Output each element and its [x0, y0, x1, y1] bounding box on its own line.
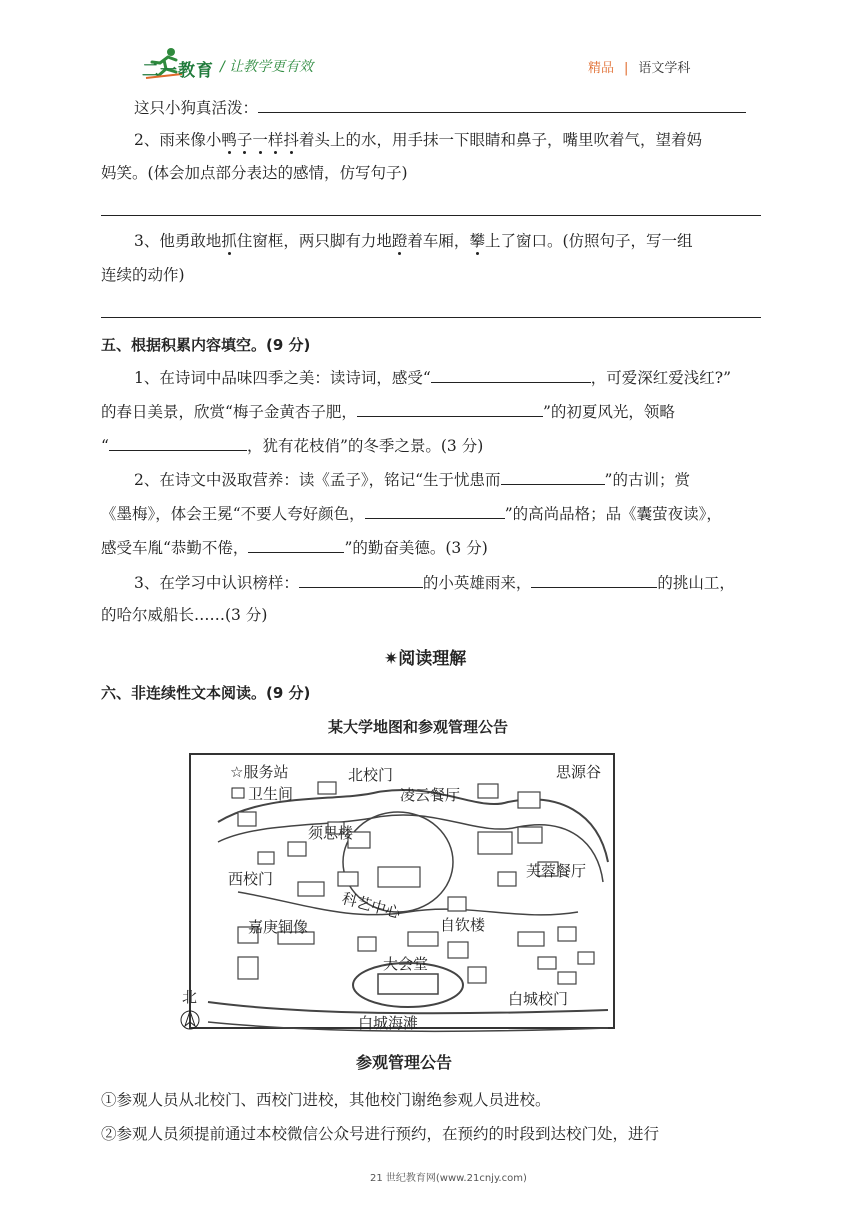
map-label-service: ☆服务站 [230, 763, 289, 781]
map-title: 某大学地图和参观管理公告 [328, 718, 509, 736]
map-label-furong: 芙蓉餐厅 [526, 862, 587, 880]
q5-s1-line1: 1、在诗词中品味四季之美：读诗词，感受“ ，可爱深红爱浅红?” [134, 366, 731, 389]
map-label-xusi: 须思楼 [308, 824, 354, 842]
q5-s1-line2: 的春日美景，欣赏“梅子金黄杏子肥， ”的初夏风光，领略 [101, 400, 675, 423]
q4-line1: 这只小狗真活泼： [134, 96, 746, 119]
map-label-dahuitang: 大会堂 [383, 955, 429, 973]
q5-s2-line1: 2、在诗文中汲取营养：读《孟子》，铭记“生于忧患而 ”的古训；赏 [134, 468, 690, 491]
map-label-west-gate: 西校门 [228, 870, 274, 888]
q5-s2-line2: 《墨梅》，体会王冕“不要人夸好颜色， ”的高尚品格；品《囊萤夜读》， [101, 502, 722, 525]
answer-line [101, 215, 761, 216]
q6-title: 六、非连续性文本阅读。(9 分) [101, 684, 311, 702]
map-label-baicheng-beach: 白城海滩 [358, 1014, 419, 1032]
q5-title: 五、根据积累内容填空。(9 分) [101, 336, 311, 354]
notice-item-2: ②参观人员须提前通过本校微信公众号进行预约，在预约的时段到达校门处，进行 [101, 1125, 660, 1143]
section-title: ✷阅读理解 [384, 649, 467, 669]
map-label-keyi: 科艺中心 [339, 889, 403, 923]
map-label-toilet: 卫生间 [248, 785, 294, 803]
header-right: 精品 | 语文学科 [588, 61, 691, 76]
notice-title: 参观管理公告 [356, 1053, 453, 1072]
map-label-siyuan: 思源谷 [556, 763, 602, 781]
map-label-jiageng: 嘉庚铜像 [248, 918, 309, 936]
logo-text: 二一教育 [142, 61, 214, 81]
quality-label: 精品 [588, 61, 615, 76]
q4-q2-line1: 2、雨来像小鸭子一样抖着头上的水，用手抹一下眼睛和鼻子，嘴里吹着气，望着妈 [134, 131, 702, 149]
q5-s3-line2: 的哈尔威船长……(3 分) [101, 606, 268, 624]
map-label-north: 北 [182, 988, 198, 1006]
footer: 21 世纪教育网(www.21cnjy.com) [370, 1173, 527, 1184]
q5-s3-line1: 3、在学习中认识榜样： 的小英雄雨来， 的挑山工， [134, 571, 735, 594]
answer-line [101, 317, 761, 318]
notice-item-1: ①参观人员从北校门、西校门进校，其他校门谢绝参观人员进校。 [101, 1091, 551, 1109]
slogan: / 让教学更有效 [220, 59, 314, 75]
q5-s1-line3: “ ，犹有花枝俏”的冬季之景。(3 分) [101, 434, 483, 457]
map-label-baicheng-gate: 白城校门 [508, 990, 569, 1008]
q4-q3-line2: 连续的动作) [101, 266, 185, 284]
campus-map [178, 752, 618, 1038]
subject-label: 语文学科 [638, 61, 691, 76]
q4-q2-line2: 妈笑。(体会加点部分表达的感情，仿写句子) [101, 164, 408, 182]
map-label-north-gate: 北校门 [348, 766, 394, 784]
map-label-lingyun: 凌云餐厅 [400, 786, 461, 804]
q4-q3-line1: 3、他勇敢地抓住窗框，两只脚有力地蹬着车厢，攀上了窗口。(仿照句子，写一组 [134, 232, 693, 250]
q5-s2-line3: 感受车胤“恭勤不倦， ”的勤奋美德。(3 分) [101, 536, 488, 559]
map-label-ziqin: 自钦楼 [440, 916, 486, 934]
